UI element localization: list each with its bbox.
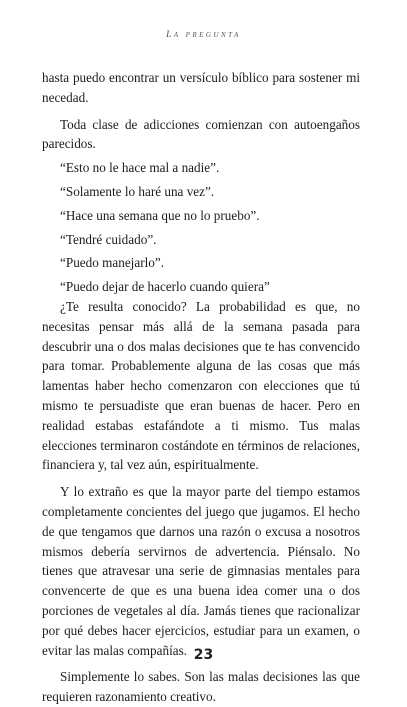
quote-line: “Puedo manejarlo”. bbox=[60, 255, 164, 271]
paragraph-familiar: ¿Te resulta conocido? La probabilidad es que, no necesitas pensar más allá de la semana pasada para descubrir una o dos malas decisiones que te has convencido para tomar. Probablemente alguna de las cosas que más lamentas haber hecho comenzaron con elecciones que tú mismo te persuadiste que eran buenas de hacer. Pero en realidad estabas estafándote a ti mismo. Tus malas elecciones terminaron costándote en términos de relaciones, financiera y, tal vez aún, espiritualmente. bbox=[42, 298, 360, 473]
quote-line: “Hace una semana que no lo pruebo”. bbox=[60, 207, 260, 223]
running-head: La pregunta bbox=[166, 30, 241, 40]
paragraph-addictions: Toda clase de adicciones comienzan con autoengaños parecidos. bbox=[42, 116, 360, 152]
quote-line: “Puedo dejar de hacerlo cuando quiera” bbox=[60, 279, 270, 295]
quote-line: “Solamente lo haré una vez”. bbox=[60, 183, 215, 199]
paragraph-continuation: hasta puedo encontrar un versículo bíblico para sostener mi necedad. bbox=[42, 70, 360, 105]
body-text bbox=[42, 68, 360, 707]
page-number: 23 bbox=[193, 647, 214, 663]
paragraph-simply: Simplemente lo sabes. Son las malas decisiones las que requieren razonamiento creativo. bbox=[42, 669, 360, 705]
quote-line: “Esto no le hace mal a nadie”. bbox=[60, 160, 220, 176]
quote-line: “Tendré cuidado”. bbox=[60, 231, 157, 247]
paragraph-strange: Y lo extraño es que la mayor parte del tiempo estamos completamente concientes del juego que jugamos. El hecho de que tengamos que darnos una razón o excusa a nosotros mismos debería servirnos de advertencia. Piénsalo. No tienes que atravesar una serie de gimnasias mentales para convencerte de que es una buena idea comer una o dos porciones de vegetales al día. Jamás tienes que racionalizar por qué debes hacer ejercicios, estudiar para un examen, o evitar las malas compañías. bbox=[42, 484, 360, 658]
